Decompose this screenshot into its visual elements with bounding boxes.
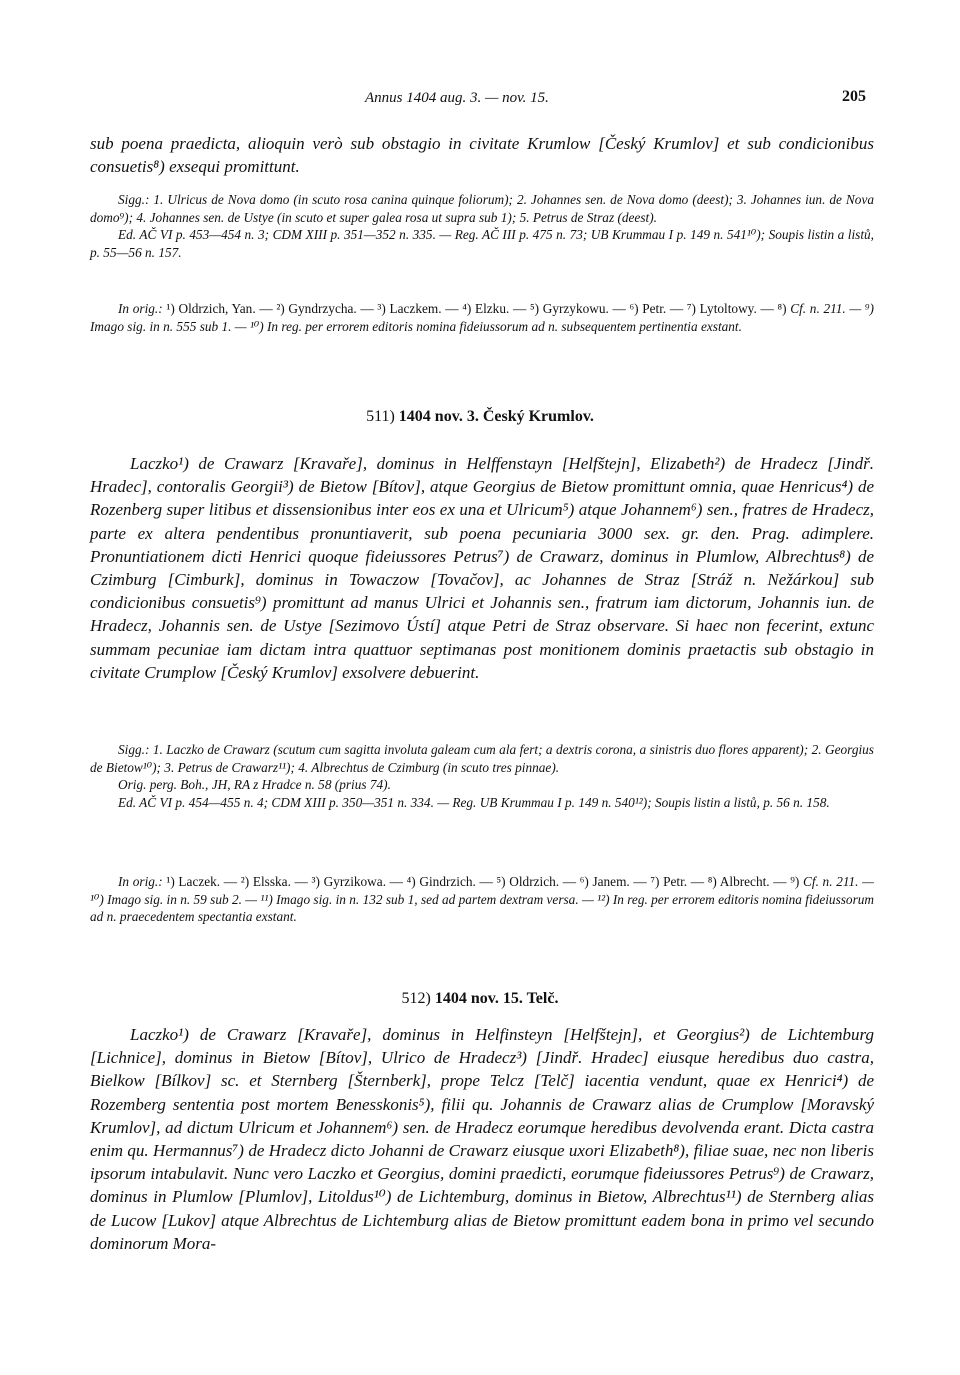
doc511-apparatus <box>90 741 874 811</box>
doc510-footnotes <box>90 300 874 335</box>
doc510-footnotes-part2: Cf. n. 211. — ⁹) Imago sig. in n. 555 sub 1. — ¹⁰) In reg. per errorem editoris nomina fideiussorum ad n. subsequentem pertinentia exstant. <box>90 301 874 334</box>
doc512-text: Laczko¹) de Crawarz [Kravaře], dominus in Helfinsteyn [Helfštejn], et Georgius²) de Lichtemburg [Lichnice], dominus in Bietow [Bítov], Ulrico de Hradecz³) [Jindř. Hradec] eiusque heredibus duo castra, Bielkow [Bílkov] sc. et Sternberg [Šternberk], prope Telcz [Telč] iacentia vendunt, quae ex Henrici⁴) de Rozemberg sententia post mortem Benesskonis⁵), filii qu. Johannis de Crawarz alias de Crumplow [Moravský Krumlov], ad dictum Ulricum et Johannem⁶) sen. de Hradecz eorumque heredibus devolvenda erant. Dicta castra enim qu. Hermannus⁷) de Hradecz dicto Johanni de Crawarz eiusque uxori Elizabeth⁸), filiae suae, nec non liberis ipsorum intabulavit. Nunc vero Laczko et Georgius, domini praedicti, eorumque fideiussores Petrus⁹) de Crawarz, dominus in Plumlow [Plumlov], Litoldus¹⁰) de Lichtemburg, dominus in Bietow, Albrechtus¹¹) de Sternberg alias de Lucow [Lukov] atque Albrechtus de Lichtemburg alias de Bietow promittunt eadem bona in primo vel secundo dominorum Mora- <box>90 1025 874 1253</box>
doc510-footnotes-part1: ¹) Oldrzich, Yan. — ²) Gyndrzycha. — ³) Laczkem. — ⁴) Elzku. — ⁵) Gyrzykowu. — ⁶) Petr. — ⁷) Lytoltowy. — ⁸) <box>166 301 787 316</box>
doc512-heading <box>0 990 960 1008</box>
doc511-footnotes-part2: Cf. n. 211. — ¹⁰) Imago sig. in n. 59 sub 2. — ¹¹) Imago sig. in n. 132 sub 1, sed ad partem dextram versa. — ¹²) In reg. per errorem editoris nomina fideiussorum ad n. praecedentem spectantia exstant. <box>90 874 874 925</box>
doc511-sigg: Sigg.: 1. Laczko de Crawarz (scutum cum sagitta involuta galeam cum ala fert; a dextris corona, a sinistris duo flores apparent); 2. Georgius de Bietow¹⁰); 3. Petrus de Crawarz¹¹); 4. Albrechtus de Czimburg (in scuto tres pinnae). <box>90 742 874 775</box>
doc510-footnotes-label: In orig.: <box>118 301 163 316</box>
doc510-editions: Ed. AČ VI p. 453—454 n. 3; CDM XIII p. 351—352 n. 335. — Reg. AČ III p. 475 n. 73; UB Krummau I p. 149 n. 541¹⁰); Soupis listin a listů, p. 55—56 n. 157. <box>90 227 874 260</box>
doc511-heading <box>0 408 960 426</box>
doc510-continuation: sub poena praedicta, alioquin verò sub obstagio in civitate Krumlow [Český Krumlov] et sub condicionibus consuetis⁸) exsequi promittunt. <box>90 134 874 177</box>
doc510-sigg: Sigg.: 1. Ulricus de Nova domo (in scuto rosa canina quinque foliorum); 2. Johannes sen. de Nova domo (deest); 3. Johannes iun. de Nova domo⁹); 4. Johannes sen. de Ustye (in scuto et super galea rosa ut supra sub 1); 5. Petrus de Straz (deest). <box>90 192 874 225</box>
doc511-date-place: 1404 nov. 3. Český Krumlov. <box>398 408 594 425</box>
running-head: Annus 1404 aug. 3. — nov. 15. <box>365 90 549 106</box>
page-number: 205 <box>842 88 866 105</box>
doc512-number: 512) <box>401 990 431 1007</box>
doc510-sigg-block <box>90 191 874 261</box>
doc511-footnotes <box>90 873 874 926</box>
doc512-date-place: 1404 nov. 15. Telč. <box>434 990 559 1007</box>
doc511-text: Laczko¹) de Crawarz [Kravaře], dominus in Helffenstayn [Helfštejn], Elizabeth²) de Hradecz [Jindř. Hradec], contoralis Georgii³) de Bietow [Bítov], atque Georgius de Bietow promittunt omnia, quae Henricus⁴) de Rozenberg super litibus et dissensionibus inter eos ex una et Ulricum⁵) atque Johannem⁶) sen., fratres de Hradecz, parte ex altera pendentibus pronuntiaverit, sub poena pecuniaria 3000 sex. gr. den. Prag. adimplere. Pronuntiationem dicti Henrici quoque fideiussores Petrus⁷) de Crawarz, dominus in Plumlow, Albrechtus⁸) de Czimburg [Cimburk], dominus in Towaczow [Tovačov], ac Johannes de Straz [Stráž n. Nežárkou] sub condicionibus consuetis⁹) promittunt ad manus Ulrici et Johannis sen., fratrum iam dictorum, Johannis iun. de Hradecz, Johannis sen. de Ustye [Sezimovo Ústí] atque Petri de Straz observare. Si haec non fecerint, extunc summam pecuniae iam dictam intra quattuor septimanas post monitionem dominis praetactis sub obstagio in civitate Crumplow [Český Krumlov] exsolvere debuerint. <box>90 454 874 682</box>
doc511-number: 511) <box>366 408 395 425</box>
doc511-footnotes-part1: ¹) Laczek. — ²) Elsska. — ³) Gyrzikowa. — ⁴) Gindrzich. — ⁵) Oldrzich. — ⁶) Janem. — ⁷) Petr. — ⁸) Albrecht. — ⁹) <box>166 874 800 889</box>
doc511-editions: Ed. AČ VI p. 454—455 n. 4; CDM XIII p. 350—351 n. 334. — Reg. UB Krummau I p. 149 n. 540¹²); Soupis listin a listů, p. 56 n. 158. <box>118 794 830 810</box>
doc511-footnotes-label: In orig.: <box>118 874 163 889</box>
doc511-orig: Orig. perg. Boh., JH, RA z Hradce n. 58 (prius 74). <box>118 777 391 793</box>
